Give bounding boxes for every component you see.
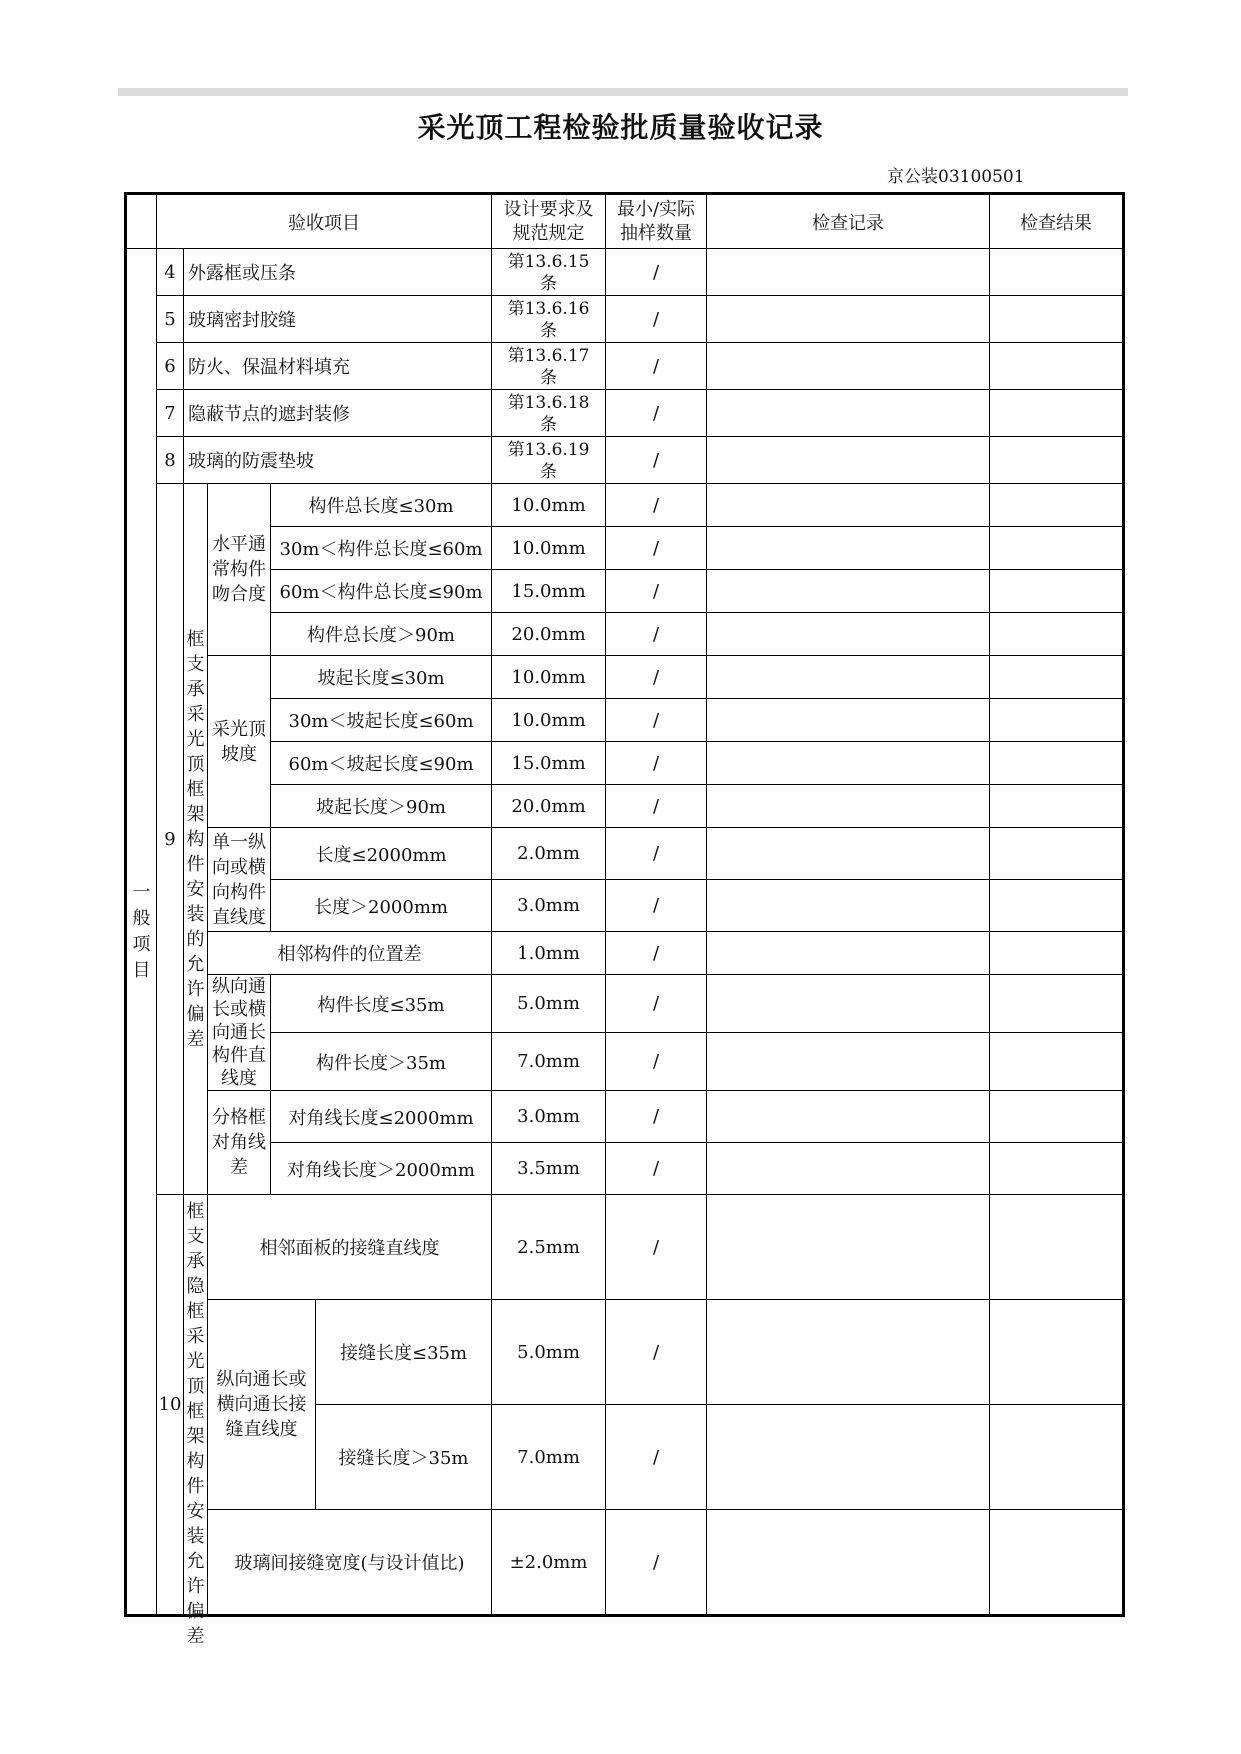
result-cell[interactable] (990, 1091, 1124, 1143)
record-cell[interactable] (707, 975, 990, 1033)
item-sample: / (606, 742, 707, 785)
sub-item: 30m＜构件总长度≤60m (271, 527, 492, 570)
record-cell[interactable] (707, 249, 990, 296)
result-cell[interactable] (990, 699, 1124, 742)
table-row (126, 932, 1124, 975)
item-name: 玻璃的防震垫坡 (184, 437, 492, 484)
record-cell[interactable] (707, 527, 990, 570)
item-10-label: 框 支 承 隐 框 采 光 顶 框 架 构 件 安 装 允 许 偏 差 (184, 1195, 208, 1616)
header-record: 检查记录 (707, 194, 990, 249)
result-cell[interactable] (990, 828, 1124, 880)
item-spec: 第13.6.16 条 (492, 296, 606, 343)
result-cell[interactable] (990, 1143, 1124, 1195)
item-sample: / (606, 249, 707, 296)
record-cell[interactable] (707, 1143, 990, 1195)
item-number: 6 (157, 343, 184, 390)
item-sample: / (606, 1405, 707, 1510)
item-spec: 5.0mm (492, 1300, 606, 1405)
record-cell[interactable] (707, 1195, 990, 1300)
item-name: 隐蔽节点的遮封装修 (184, 390, 492, 437)
item-spec: 10.0mm (492, 484, 606, 527)
item-spec: 2.0mm (492, 828, 606, 880)
item-spec: 10.0mm (492, 656, 606, 699)
record-cell[interactable] (707, 1300, 990, 1405)
item-spec: 20.0mm (492, 613, 606, 656)
record-cell[interactable] (707, 1091, 990, 1143)
result-cell[interactable] (990, 296, 1124, 343)
item-spec: 15.0mm (492, 742, 606, 785)
item-spec: 3.0mm (492, 1091, 606, 1143)
item-name: 防火、保温材料填充 (184, 343, 492, 390)
table-row (126, 484, 1124, 527)
sub-item: 构件总长度＞90m (271, 613, 492, 656)
table-row (126, 699, 1124, 742)
group-label: 单一纵 向或横 向构件 直线度 (208, 828, 271, 932)
sub-item: 30m＜坡起长度≤60m (271, 699, 492, 742)
item-sample: / (606, 1143, 707, 1195)
record-cell[interactable] (707, 437, 990, 484)
header-item: 验收项目 (157, 194, 492, 249)
item-sample: / (606, 785, 707, 828)
sub-item: 坡起长度≤30m (271, 656, 492, 699)
item-number: 7 (157, 390, 184, 437)
table-row (126, 249, 1124, 296)
item-spec: 7.0mm (492, 1405, 606, 1510)
item-spec: 第13.6.17 条 (492, 343, 606, 390)
item-sample: / (606, 656, 707, 699)
item-spec: 10.0mm (492, 527, 606, 570)
group-label: 水平通 常构件 吻合度 (208, 484, 271, 656)
table-row (126, 527, 1124, 570)
table-row (126, 785, 1124, 828)
result-cell[interactable] (990, 1195, 1124, 1300)
item-9-label: 框 支 承 采 光 顶 框 架 构 件 安 装 的 允 许 偏 差 (184, 484, 208, 1195)
item-spec: 3.0mm (492, 880, 606, 932)
item-spec: ±2.0mm (492, 1510, 606, 1616)
record-cell[interactable] (707, 932, 990, 975)
item-number: 4 (157, 249, 184, 296)
result-cell[interactable] (990, 437, 1124, 484)
table-row (126, 656, 1124, 699)
result-cell[interactable] (990, 975, 1124, 1033)
item-spec: 20.0mm (492, 785, 606, 828)
header-row (126, 194, 1124, 249)
result-cell[interactable] (990, 1033, 1124, 1091)
header-result: 检查结果 (990, 194, 1124, 249)
result-cell[interactable] (990, 613, 1124, 656)
table-row (126, 828, 1124, 880)
record-cell[interactable] (707, 742, 990, 785)
record-cell[interactable] (707, 785, 990, 828)
record-cell[interactable] (707, 880, 990, 932)
item-sample: / (606, 527, 707, 570)
sub-item: 对角线长度＞2000mm (271, 1143, 492, 1195)
record-cell[interactable] (707, 1405, 990, 1510)
sub-item: 接缝长度≤35m (316, 1300, 492, 1405)
section-label: 一 般 项 目 (126, 249, 157, 1616)
item-sample: / (606, 437, 707, 484)
form-code: 京公装03100501 (887, 167, 1025, 187)
item-sample: / (606, 1195, 707, 1300)
table-row (126, 1300, 1124, 1405)
sub-item: 60m＜构件总长度≤90m (271, 570, 492, 613)
item-sample: / (606, 932, 707, 975)
item-number: 8 (157, 437, 184, 484)
item-sample: / (606, 1033, 707, 1091)
result-cell[interactable] (990, 1300, 1124, 1405)
group-label: 纵向通 长或横 向通长 构件直 线度 (208, 975, 271, 1091)
item-sample: / (606, 1091, 707, 1143)
table-row (126, 742, 1124, 785)
item-sample: / (606, 296, 707, 343)
table-row (126, 1143, 1124, 1195)
item-sample: / (606, 1510, 707, 1616)
record-cell[interactable] (707, 1510, 990, 1616)
sub-item: 长度＞2000mm (271, 880, 492, 932)
result-cell[interactable] (990, 742, 1124, 785)
item-spec: 第13.6.18 条 (492, 390, 606, 437)
group-label: 分格框 对角线 差 (208, 1091, 271, 1195)
sub-item: 对角线长度≤2000mm (271, 1091, 492, 1143)
item-sample: / (606, 828, 707, 880)
item-sample: / (606, 390, 707, 437)
sub-item: 60m＜坡起长度≤90m (271, 742, 492, 785)
sub-item: 相邻面板的接缝直线度 (208, 1195, 492, 1300)
result-cell[interactable] (990, 390, 1124, 437)
item-sample: / (606, 975, 707, 1033)
sub-item: 长度≤2000mm (271, 828, 492, 880)
item-spec: 第13.6.19 条 (492, 437, 606, 484)
header-spec: 设计要求及 规范规定 (492, 194, 606, 249)
item-number: 5 (157, 296, 184, 343)
table-row (126, 1195, 1124, 1300)
item-sample: / (606, 343, 707, 390)
item-spec: 3.5mm (492, 1143, 606, 1195)
item-sample: / (606, 484, 707, 527)
record-cell[interactable] (707, 570, 990, 613)
inspection-table (124, 192, 1125, 1647)
record-cell[interactable] (707, 390, 990, 437)
table-row (126, 570, 1124, 613)
record-cell[interactable] (707, 1033, 990, 1091)
result-cell[interactable] (990, 249, 1124, 296)
item-spec: 第13.6.15 条 (492, 249, 606, 296)
result-cell[interactable] (990, 932, 1124, 975)
table-row (126, 880, 1124, 932)
item-spec: 15.0mm (492, 570, 606, 613)
table-row (126, 1033, 1124, 1091)
item-name: 外露框或压条 (184, 249, 492, 296)
result-cell[interactable] (990, 343, 1124, 390)
sub-item: 构件总长度≤30m (271, 484, 492, 527)
record-cell[interactable] (707, 343, 990, 390)
result-cell[interactable] (990, 484, 1124, 527)
record-cell[interactable] (707, 296, 990, 343)
sub-item: 玻璃间接缝宽度(与设计值比) (208, 1510, 492, 1616)
item-name: 玻璃密封胶缝 (184, 296, 492, 343)
sub-item: 坡起长度＞90m (271, 785, 492, 828)
page-title: 采光顶工程检验批质量验收记录 (417, 111, 824, 144)
table-row (126, 437, 1124, 484)
item-sample: / (606, 570, 707, 613)
table-row (126, 975, 1124, 1033)
result-cell[interactable] (990, 1405, 1124, 1510)
item-spec: 2.5mm (492, 1195, 606, 1300)
sub-item: 构件长度＞35m (271, 1033, 492, 1091)
item-spec: 5.0mm (492, 975, 606, 1033)
item-number: 10 (157, 1195, 184, 1616)
blank-corner (126, 194, 157, 249)
sub-item: 接缝长度＞35m (316, 1405, 492, 1510)
top-rule (118, 88, 1128, 96)
record-cell[interactable] (707, 484, 990, 527)
result-cell[interactable] (990, 1510, 1124, 1616)
header-sample: 最小/实际 抽样数量 (606, 194, 707, 249)
item-spec: 10.0mm (492, 699, 606, 742)
item-sample: / (606, 613, 707, 656)
table-row (126, 343, 1124, 390)
table-row (126, 1091, 1124, 1143)
table-row (126, 296, 1124, 343)
item-sample: / (606, 699, 707, 742)
group-label: 采光顶 坡度 (208, 656, 271, 828)
record-cell[interactable] (707, 699, 990, 742)
item-spec: 7.0mm (492, 1033, 606, 1091)
item-sample: / (606, 1300, 707, 1405)
record-cell[interactable] (707, 656, 990, 699)
result-cell[interactable] (990, 570, 1124, 613)
item-spec: 1.0mm (492, 932, 606, 975)
table-row (126, 613, 1124, 656)
sub-item: 构件长度≤35m (271, 975, 492, 1033)
result-cell[interactable] (990, 656, 1124, 699)
result-cell[interactable] (990, 785, 1124, 828)
item-sample: / (606, 880, 707, 932)
table-row (126, 1510, 1124, 1616)
record-cell[interactable] (707, 613, 990, 656)
result-cell[interactable] (990, 880, 1124, 932)
sub-item: 相邻构件的位置差 (208, 932, 492, 975)
group-label: 纵向通长或 横向通长接 缝直线度 (208, 1300, 316, 1510)
item-number: 9 (157, 484, 184, 1195)
record-cell[interactable] (707, 828, 990, 880)
result-cell[interactable] (990, 527, 1124, 570)
table-row (126, 390, 1124, 437)
